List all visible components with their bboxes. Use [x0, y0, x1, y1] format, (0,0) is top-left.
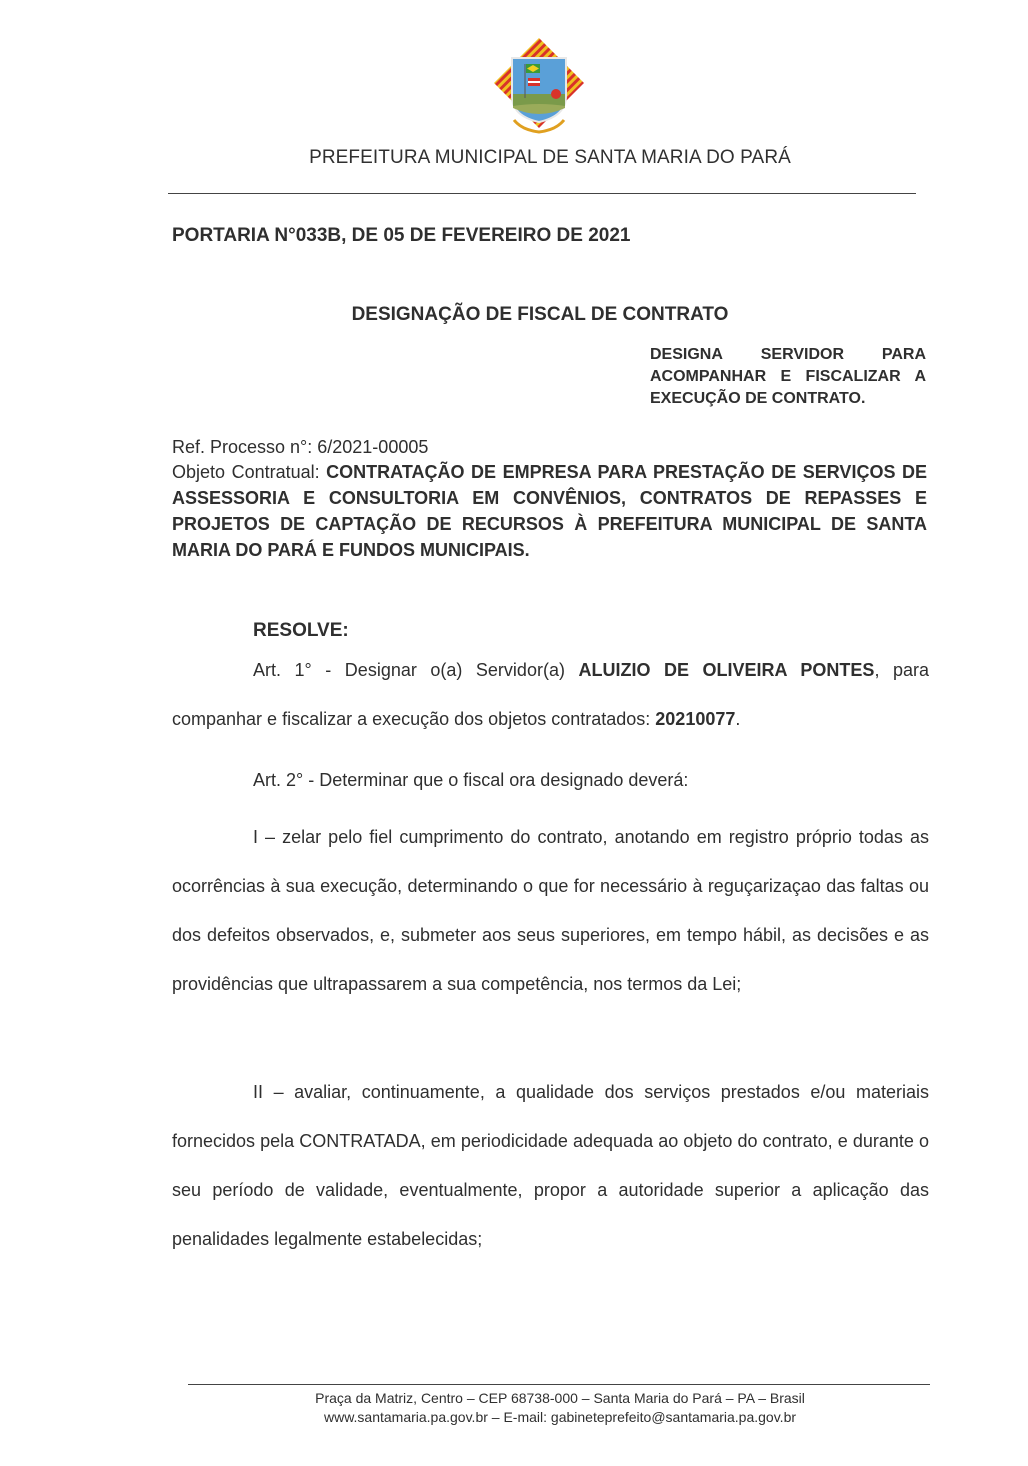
servant-name: ALUIZIO DE OLIVEIRA PONTES: [578, 660, 875, 680]
ementa-word: SERVIDOR: [760, 346, 845, 363]
inciso-2: II – avaliar, continuamente, a qualidade dos serviços prestados e/ou materiais fornecidos pela CONTRATADA, em periodicidade adequada ao objeto do contrato, e durante o seu período de validade, eventualmente, propor a autoridade superior a aplicação das penalidades legalmente estabelecidas;: [172, 1082, 929, 1249]
footer: [180, 1389, 940, 1427]
footer-divider: [188, 1384, 930, 1385]
ementa-word: DESIGNA: [650, 346, 723, 363]
header-divider: [168, 193, 916, 194]
objeto-label: Objeto Contratual:: [172, 462, 327, 482]
article-2: Art. 2° - Determinar que o fiscal ora designado deverá:: [253, 770, 689, 790]
footer-address: Praça da Matriz, Centro – CEP 68738-000 – Santa Maria do Pará – PA – Brasil: [315, 1390, 805, 1406]
article-1: [172, 646, 929, 744]
footer-contact: www.santamaria.pa.gov.br – E-mail: gabineteprefeito@santamaria.pa.gov.br: [323, 1409, 797, 1425]
ementa: [650, 344, 926, 410]
contract-number: 20210077: [655, 709, 736, 729]
ementa-first-line: [650, 344, 926, 366]
objeto-contratual: [172, 459, 927, 563]
portaria-heading: PORTARIA N°033B, DE 05 DE FEVEREIRO DE 2021: [172, 225, 631, 246]
organization-title: PREFEITURA MUNICIPAL DE SANTA MARIA DO PARÁ: [309, 147, 791, 168]
resolve-heading: RESOLVE:: [253, 620, 349, 641]
ref-processo: Ref. Processo n°: 6/2021-00005: [172, 437, 429, 457]
art1-middle: , para companhar e fiscalizar a execução dos objetos contratados:: [172, 660, 929, 729]
document-title: DESIGNAÇÃO DE FISCAL DE CONTRATO: [351, 304, 729, 325]
art1-prefix: Art. 1° - Designar o(a) Servidor(a): [253, 660, 579, 680]
coat-of-arms-icon: [492, 36, 586, 136]
art1-suffix: .: [735, 709, 741, 729]
inciso-1: I – zelar pelo fiel cumprimento do contrato, anotando em registro próprio todas as ocorrências à sua execução, determinando o que for necessário à reguçarizaçao das faltas ou dos defeitos observados, e, submeter aos seus superiores, em tempo hábil, as decisões e as providências que ultrapassarem a sua competência, nos termos da Lei;: [172, 827, 929, 994]
objeto-value: CONTRATAÇÃO DE EMPRESA PARA PRESTAÇÃO DE SERVIÇOS DE ASSESSORIA E CONSULTORIA EM CONVÊNIOS, CONTRATOS DE REPASSES E PROJETOS DE CAPTAÇÃO DE RECURSOS À PREFEITURA MUNICIPAL DE SANTA MARIA DO PARÁ E FUNDOS MUNICIPAIS.: [172, 462, 927, 560]
ementa-word: PARA: [881, 346, 926, 363]
ementa-rest: ACOMPANHAR E FISCALIZAR A EXECUÇÃO DE CONTRATO.: [650, 368, 926, 407]
